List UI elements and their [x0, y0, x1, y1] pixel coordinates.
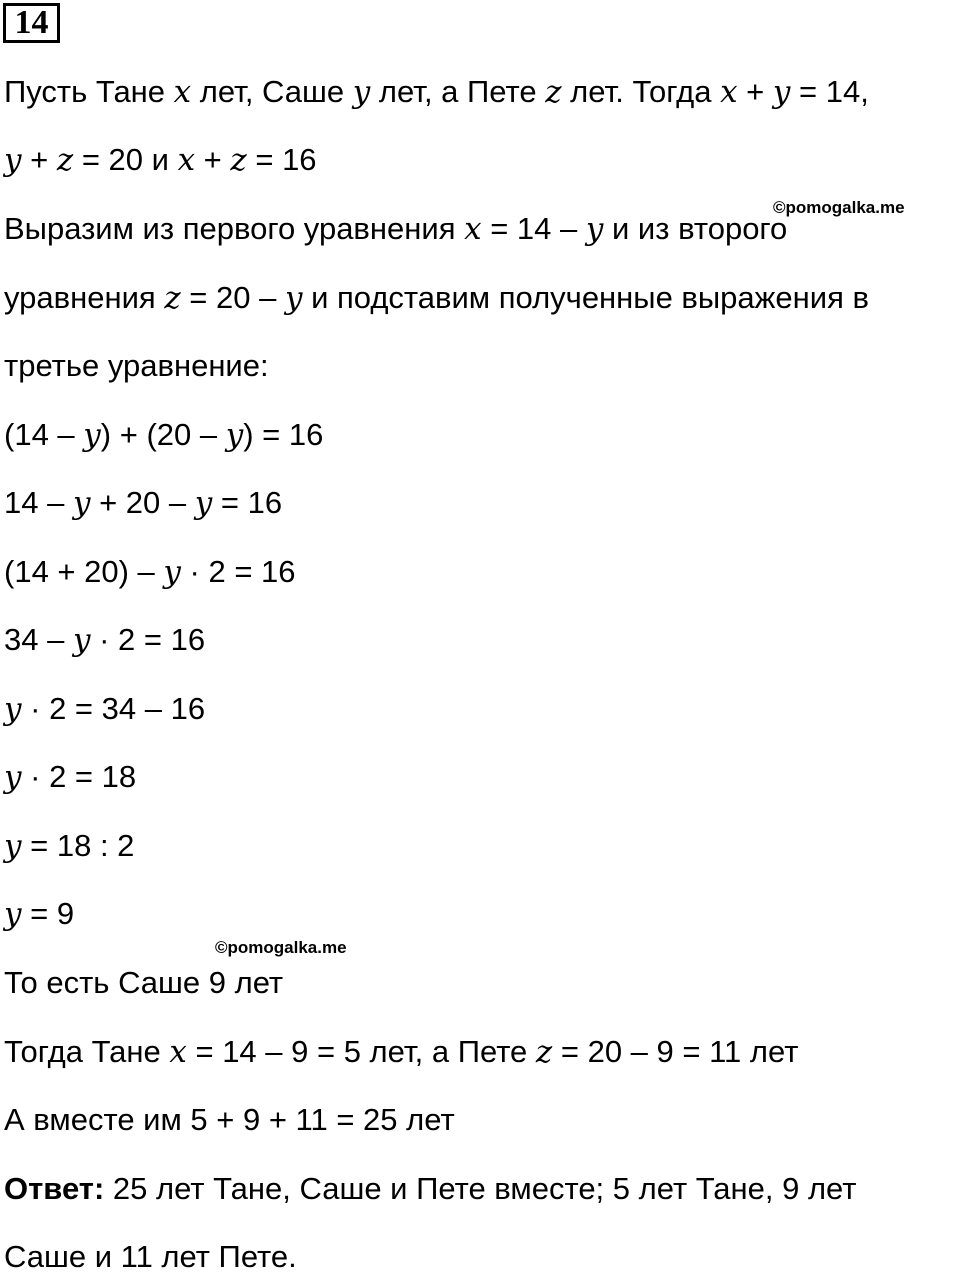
watermark-bottom: ©pomogalka.me	[215, 938, 347, 957]
equation-line-7: y = 18 : 2	[4, 828, 135, 864]
text-line-3: Выразим из первого уравнения x = 14 – y и из второго	[4, 211, 788, 247]
text-line-8: А вместе им 5 + 9 + 11 = 25 лет	[4, 1102, 455, 1137]
answer-line-1: Ответ: 25 лет Тане, Саше и Пете вместе; 5 лет Тане, 9 лет	[4, 1171, 857, 1206]
equation-line-5: y · 2 = 34 – 16	[4, 691, 206, 727]
equation-line-2: 14 – y + 20 – y = 16	[4, 485, 283, 521]
equation-line-4: 34 – y · 2 = 16	[4, 622, 206, 658]
text-line-4: уравнения z = 20 – y и подставим полученные выражения в	[4, 280, 869, 316]
text-line-1: Пусть Тане x лет, Саше y лет, а Пете z лет. Тогда x + y = 14,	[4, 74, 869, 110]
equation-line-8: y = 9	[4, 896, 75, 932]
text-line-2: y + z = 20 и x + z = 16	[4, 142, 317, 178]
text-line-5: третье уравнение:	[4, 348, 269, 383]
answer-line-2: Саше и 11 лет Пете.	[4, 1239, 297, 1274]
answer-label: Ответ:	[4, 1171, 105, 1206]
text-line-6: То есть Саше 9 лет	[4, 965, 284, 1000]
task-number: 14	[3, 3, 60, 43]
equation-line-3: (14 + 20) – y · 2 = 16	[4, 554, 296, 590]
watermark-top: ©pomogalka.me	[773, 198, 905, 217]
equation-line-6: y · 2 = 18	[4, 759, 137, 795]
equation-line-1: (14 – y) + (20 – y) = 16	[4, 417, 324, 453]
text-line-7: Тогда Тане x = 14 – 9 = 5 лет, а Пете z = 20 – 9 = 11 лет	[4, 1034, 799, 1070]
